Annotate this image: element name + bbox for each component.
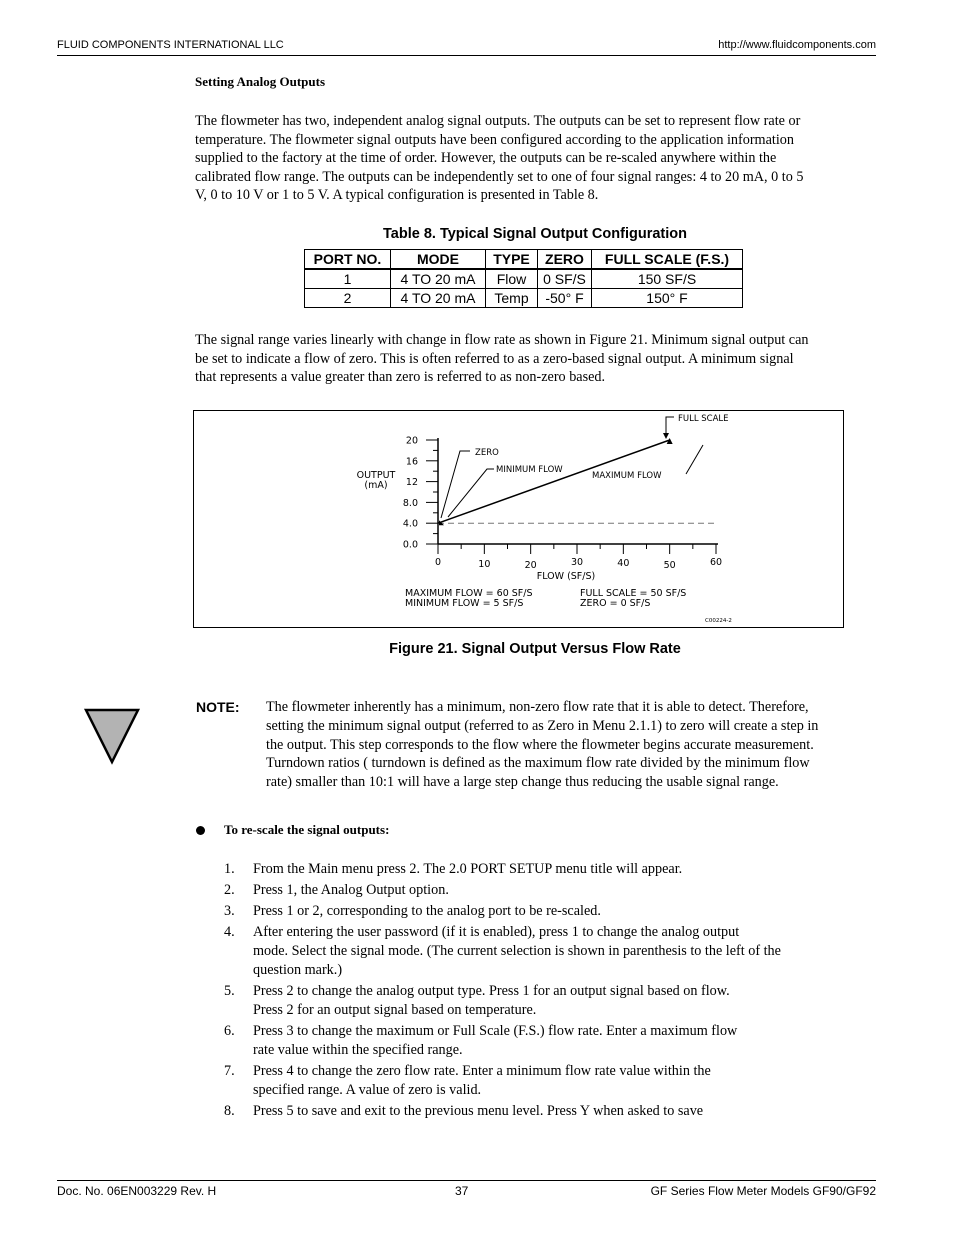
step-number: 4. (224, 924, 235, 940)
y-axis-label-2: (mA) (364, 480, 388, 491)
maximum-flow-leader (686, 445, 703, 474)
table-header-cell: PORT NO. (305, 250, 391, 270)
procedure-title: To re-scale the signal outputs: (224, 822, 390, 837)
procedure-step (224, 1022, 864, 1060)
x-tick-label: 10 (478, 559, 491, 570)
minimum-flow-leader (448, 469, 494, 517)
note-line: setting the minimum signal output (referred to as Zero in Menu 2.1.1) to zero will create a step in (266, 717, 819, 734)
procedure-step (224, 1102, 864, 1121)
header-company: FLUID COMPONENTS INTERNATIONAL LLC (57, 39, 284, 51)
procedure-step (224, 982, 864, 1020)
note-line: The flowmeter inherently has a minimum, non-zero flow rate that it is able to detect. Therefore, (266, 699, 809, 715)
procedure-step (224, 923, 864, 980)
step-text-line: After entering the user password (if it is enabled), press 1 to change the analog output (253, 924, 740, 940)
table-cell: 4 TO 20 mA (391, 289, 486, 308)
chart-ticks (403, 436, 722, 572)
section-title: Setting Analog Outputs (195, 74, 326, 89)
table-header-cell: MODE (391, 250, 486, 270)
note-text (266, 698, 876, 792)
footer-rule (57, 1180, 876, 1181)
full-scale-arrowhead (663, 433, 669, 439)
y-tick-label: 12 (405, 477, 418, 489)
table-cell: 150° F (592, 289, 743, 308)
table-header-cell: ZERO (538, 250, 592, 270)
procedure-step (224, 860, 864, 879)
table-cell: Temp (486, 289, 538, 308)
footer-product: GF Series Flow Meter Models GF90/GF92 (650, 1184, 876, 1198)
header-rule (57, 55, 876, 56)
note-line: Turndown ratios ( turndown is defined as the maximum flow rate divided by the minimum flow (266, 755, 810, 772)
range-paragraph (195, 331, 875, 387)
step-number: 1. (224, 861, 235, 877)
y-tick-label: 4.0 (402, 518, 418, 530)
y-tick-label: 20 (405, 435, 418, 447)
table-caption: Table 8. Typical Signal Output Configuration (383, 226, 687, 242)
step-text-line: Press 1, the Analog Output option. (253, 882, 449, 898)
step-number: 5. (224, 983, 235, 999)
range-line: be set to indicate a flow of zero. This is often referred to as a zero-based signal output. A minimum signal (195, 350, 794, 367)
intro-line: The flowmeter has two, independent analog signal outputs. The outputs can be set to represent flow rate or (195, 113, 801, 129)
intro-paragraph (195, 112, 875, 205)
procedure-step (224, 902, 864, 921)
x-tick-label: 50 (663, 560, 676, 571)
table-row (305, 269, 743, 289)
table-cell: 0 SF/S (538, 269, 592, 289)
step-text-line: Press 4 to change the zero flow rate. Enter a minimum flow rate value within the (253, 1063, 711, 1079)
step-text-line: From the Main menu press 2. The 2.0 PORT SETUP menu title will appear. (253, 861, 683, 877)
intro-line: calibrated flow range. The outputs can be independently set to one of four signal ranges: 4 to 20 mA, 0 to 5 (195, 168, 804, 185)
step-text-line: Press 2 to change the analog output type. Press 1 for an output signal based on flow. (253, 983, 730, 999)
y-tick-label: 16 (405, 456, 418, 468)
callout-zero: ZERO (475, 448, 499, 458)
x-tick-label: 30 (570, 557, 584, 568)
header-url: http://www.fluidcomponents.com (718, 39, 876, 51)
step-text-line: Press 5 to save and exit to the previous menu level. Press Y when asked to save (253, 1103, 704, 1119)
step-number: 8. (224, 1103, 235, 1119)
signal-output-chart (194, 411, 842, 626)
callout-minimum-flow: MINIMUM FLOW (496, 465, 563, 475)
figure-code: C00224-2 (705, 618, 732, 624)
note-full-scale: FULL SCALE = 50 SF/S (580, 588, 687, 599)
series-line (438, 440, 670, 523)
table-cell: 2 (305, 289, 391, 308)
procedure-steps (224, 860, 864, 1123)
procedure-step (224, 1062, 864, 1100)
procedure-step (224, 881, 864, 900)
step-text-line: mode. Select the signal mode. (The current selection is shown in parenthesis to the left of the (253, 943, 781, 959)
step-number: 2. (224, 882, 235, 898)
chart-series (438, 417, 714, 525)
callout-maximum-flow: MAXIMUM FLOW (592, 471, 662, 481)
step-text-line: Press 1 or 2, corresponding to the analog port to be re-scaled. (253, 903, 601, 919)
table-cell: 150 SF/S (592, 269, 743, 289)
figure-frame (193, 410, 844, 628)
table-row (305, 289, 743, 308)
y-tick-label: 8.0 (402, 497, 418, 509)
step-text-line: specified range. A value of zero is valid. (253, 1082, 482, 1098)
intro-line: V, 0 to 10 V or 1 to 5 V. A typical configuration is presented in Table 8. (195, 187, 599, 204)
step-text-line: rate value within the specified range. (253, 1042, 463, 1058)
note-line: rate) smaller than 10:1 will have a large step change thus reducing the usable signal range. (266, 774, 779, 791)
table-cell: 1 (305, 269, 391, 289)
x-tick-label: 20 (524, 560, 537, 571)
step-text-line: question mark.) (253, 962, 343, 978)
footer-page-number: 37 (455, 1184, 469, 1198)
table-cell: Flow (486, 269, 538, 289)
warning-triangle-icon (83, 708, 141, 766)
intro-line: temperature. The flowmeter signal outputs have been configured according to the application information (195, 131, 794, 148)
range-line: The signal range varies linearly with change in flow rate as shown in Figure 21. Minimum signal output can (195, 332, 809, 348)
table-header-row (305, 250, 743, 270)
note-label: NOTE: (196, 699, 240, 715)
step-text-line: Press 3 to change the maximum or Full Scale (F.S.) flow rate. Enter a maximum flow (253, 1023, 738, 1039)
table-cell: -50° F (538, 289, 592, 308)
step-number: 3. (224, 903, 235, 919)
footer-doc-number: Doc. No. 06EN003229 Rev. H (57, 1184, 217, 1198)
step-number: 7. (224, 1063, 235, 1079)
table-header-cell: FULL SCALE (F.S.) (592, 250, 743, 270)
y-tick-label: 0.0 (402, 539, 418, 551)
x-tick-label: 0 (434, 557, 442, 568)
x-tick-label: 60 (709, 557, 723, 568)
x-axis-label: FLOW (SF/S) (536, 571, 596, 582)
note-maximum-flow: MAXIMUM FLOW = 60 SF/S (405, 588, 533, 599)
step-number: 6. (224, 1023, 235, 1039)
note-zero: ZERO = 0 SF/S (580, 598, 651, 609)
y-axis-label-1: OUTPUT (356, 470, 396, 481)
signal-output-table (304, 249, 743, 308)
bullet-icon (196, 826, 205, 835)
table-header-cell: TYPE (486, 250, 538, 270)
table-cell: 4 TO 20 mA (391, 269, 486, 289)
callout-full-scale: FULL SCALE (678, 414, 729, 424)
intro-line: supplied to the factory at the time of order. However, the outputs can be re-scaled anywhere within the (195, 150, 777, 167)
range-line: that represents a value greater than zero is referred to as non-zero based. (195, 369, 606, 386)
step-text-line: Press 2 for an output signal based on temperature. (253, 1002, 537, 1018)
note-minimum-flow: MINIMUM FLOW = 5 SF/S (405, 598, 524, 609)
note-line: the output. This step corresponds to the flow where the flowmeter begins accurate measurement. (266, 736, 814, 753)
figure-caption: Figure 21. Signal Output Versus Flow Rate (389, 641, 681, 657)
x-tick-label: 40 (617, 558, 630, 569)
